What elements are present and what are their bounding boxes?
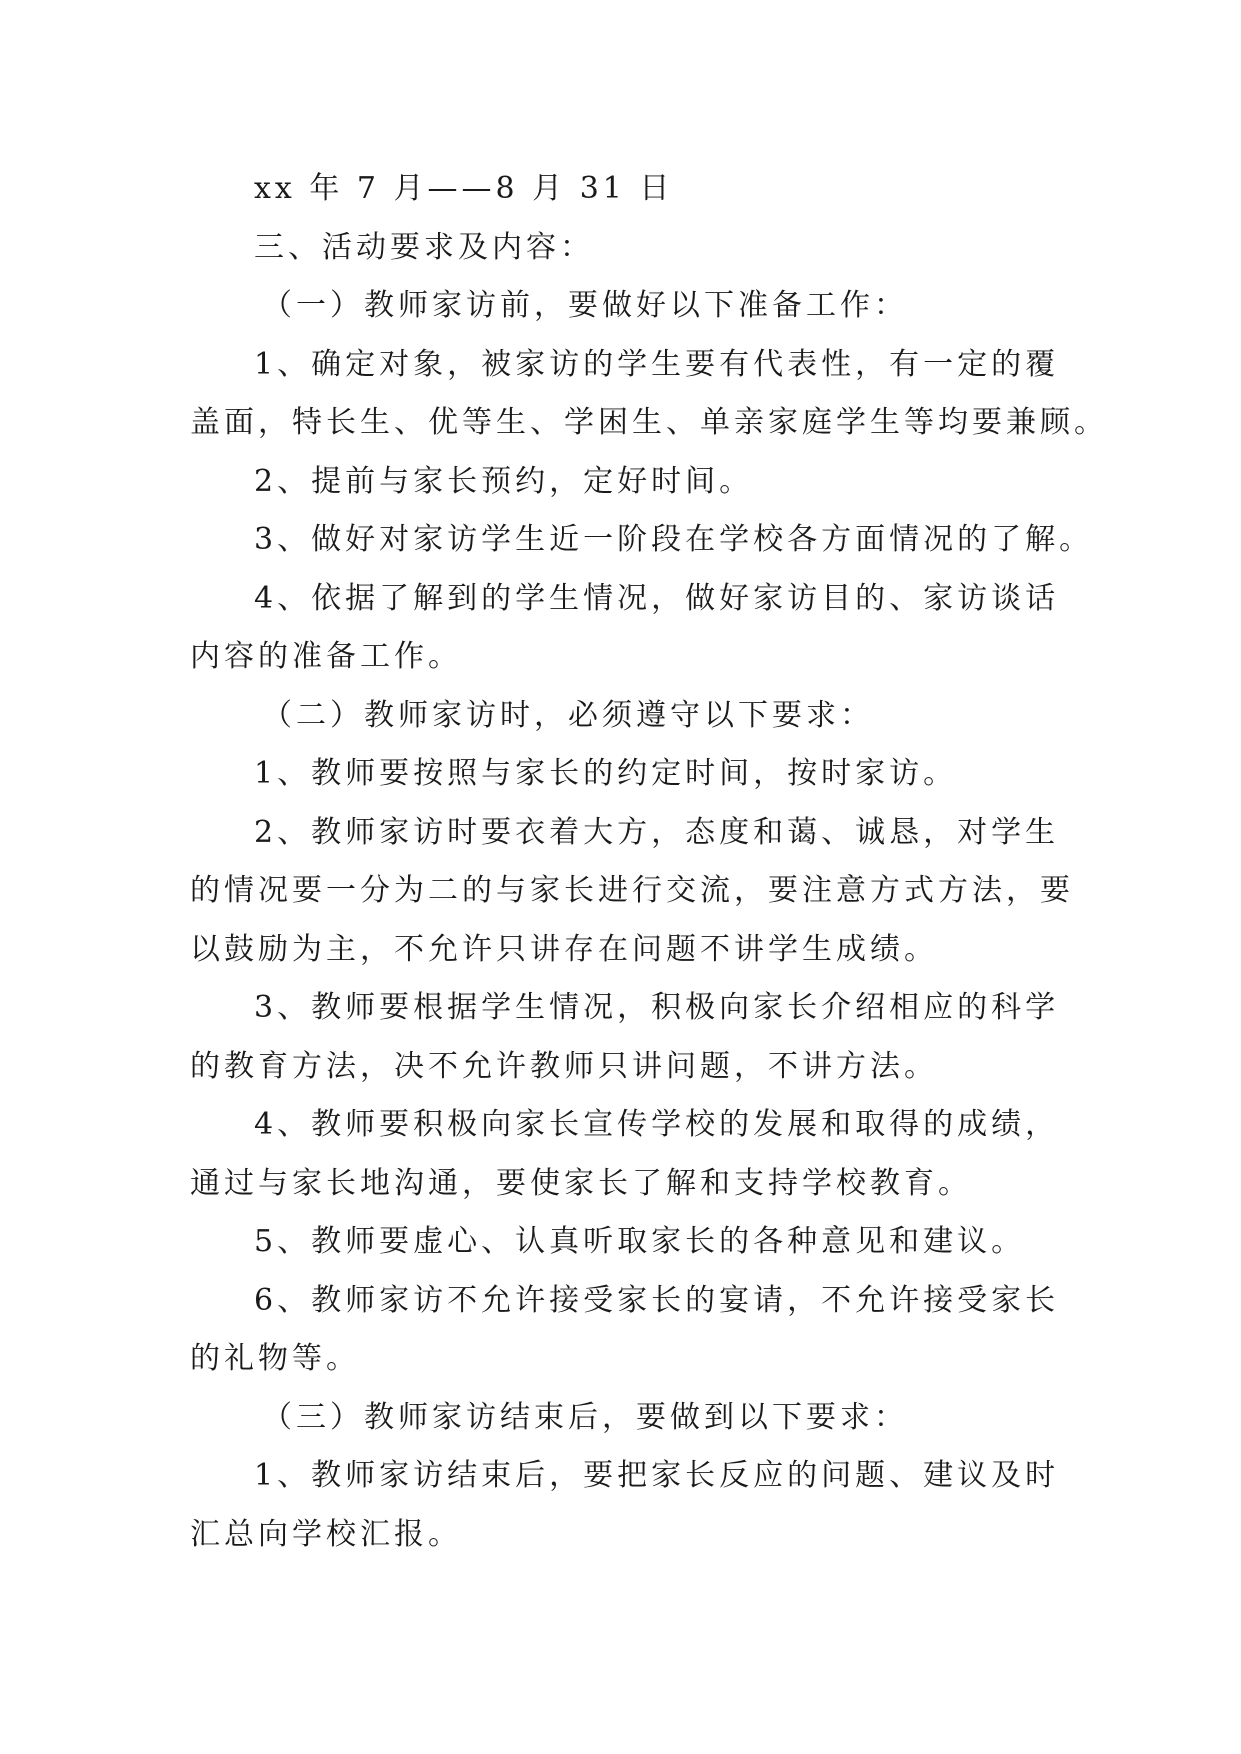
text-line: 的教育方法，决不允许教师只讲问题，不讲方法。 bbox=[190, 1048, 938, 1084]
text-line: 的情况要一分为二的与家长进行交流，要注意方式方法，要 bbox=[190, 873, 1074, 908]
text-line: 1、教师要按照与家长的约定时间，按时家访。 bbox=[254, 756, 958, 791]
text-line: xx 年 7 月——8 月 31 日 bbox=[254, 171, 674, 206]
text-line: （一）教师家访前，要做好以下准备工作： bbox=[262, 288, 908, 323]
text-line: 汇总向学校汇报。 bbox=[190, 1516, 462, 1552]
text-line: 通过与家长地沟通，要使家长了解和支持学校教育。 bbox=[190, 1165, 972, 1201]
text-line: 内容的准备工作。 bbox=[190, 639, 462, 674]
text-line: 3、教师要根据学生情况，积极向家长介绍相应的科学 bbox=[254, 990, 1060, 1025]
text-line: 2、教师家访时要衣着大方，态度和蔼、诚恳，对学生 bbox=[254, 814, 1060, 850]
text-line: 以鼓励为主，不允许只讲存在问题不讲学生成绩。 bbox=[190, 931, 938, 967]
text-line: 6、教师家访不允许接受家长的宴请，不允许接受家长 bbox=[254, 1282, 1060, 1318]
text-line: 盖面，特长生、优等生、学困生、单亲家庭学生等均要兼顾。 bbox=[190, 405, 1108, 440]
text-line: 3、做好对家访学生近一阶段在学校各方面情况的了解。 bbox=[254, 522, 1094, 557]
text-line: 1、教师家访结束后，要把家长反应的问题、建议及时 bbox=[254, 1458, 1060, 1493]
text-line: 5、教师要虚心、认真听取家长的各种意见和建议。 bbox=[254, 1224, 1026, 1259]
text-line: 4、教师要积极向家长宣传学校的发展和取得的成绩， bbox=[254, 1107, 1060, 1142]
document-body bbox=[190, 160, 1108, 1564]
text-line: 的礼物等。 bbox=[190, 1341, 360, 1376]
text-line: （三）教师家访结束后，要做到以下要求： bbox=[262, 1399, 908, 1435]
text-line: 三、活动要求及内容： bbox=[254, 229, 594, 265]
text-line: 1、确定对象，被家访的学生要有代表性，有一定的覆 bbox=[254, 346, 1060, 382]
text-line: （二）教师家访时，必须遵守以下要求： bbox=[262, 697, 874, 733]
text-line: 2、提前与家长预约，定好时间。 bbox=[254, 463, 754, 499]
text-line: 4、依据了解到的学生情况，做好家访目的、家访谈话 bbox=[254, 580, 1060, 616]
